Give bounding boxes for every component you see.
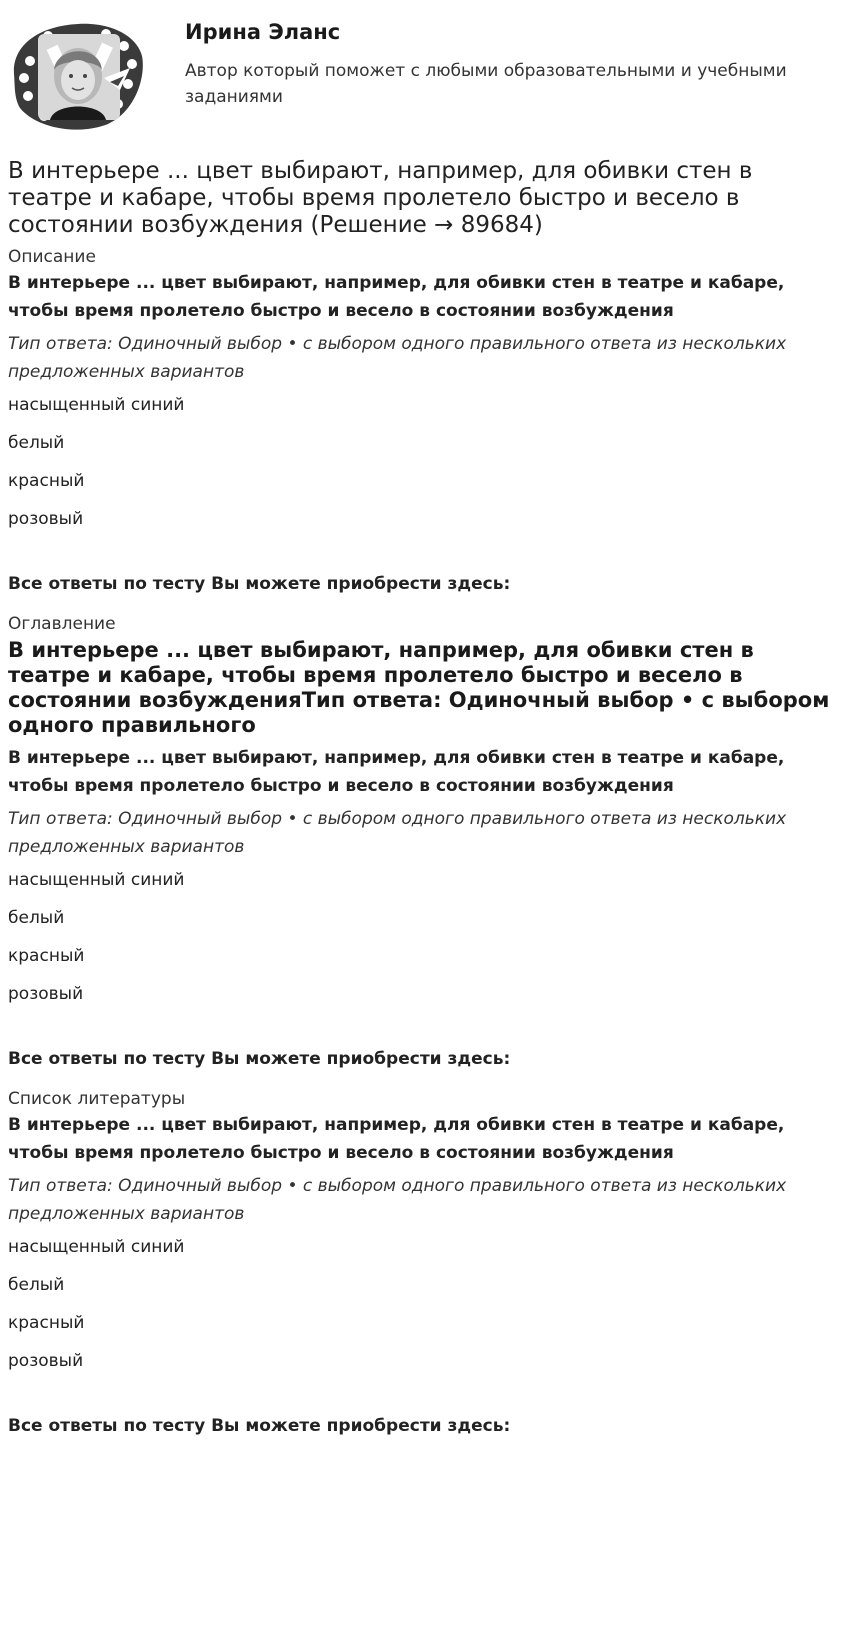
section-label: Оглавление [8,614,116,634]
section-label: Список литературы [8,1089,186,1109]
answer-option: красный [8,946,85,966]
answer-option: насыщенный синий [8,870,185,890]
section-description [8,245,839,596]
answer-type: Тип ответа: Одиночный выбор • с выбором одного правильного ответа из нескольких предложенных вариантов [8,334,787,382]
section-bibliography [8,1087,839,1438]
question-text: В интерьере ... цвет выбирают, например, для обивки стен в театре и кабаре, чтобы время пролетело быстро и весело в состоянии возбуждения [8,1115,785,1163]
answer-option: розовый [8,1351,84,1371]
buy-answers-text: Все ответы по тесту Вы можете приобрести здесь: [8,1416,511,1436]
contents-heading: В интерьере ... цвет выбирают, например, для обивки стен в театре и кабаре, чтобы время пролетело быстро и весело в состоянии возбужденияТип ответа: Одиночный выбор • с выбором одного правильного [8,638,830,737]
answer-option: красный [8,471,85,491]
section-contents [8,612,839,1071]
buy-answers-text: Все ответы по тесту Вы можете приобрести здесь: [8,574,511,594]
answer-option: насыщенный синий [8,1237,185,1257]
author-card [8,8,839,140]
answer-option: розовый [8,509,84,529]
author-name[interactable]: Ирина Эланс [185,20,341,44]
buy-answers-text: Все ответы по тесту Вы можете приобрести здесь: [8,1049,511,1069]
question-text: В интерьере ... цвет выбирают, например, для обивки стен в театре и кабаре, чтобы время пролетело быстро и весело в состоянии возбуждения [8,748,785,796]
answer-option: белый [8,433,65,453]
answer-type: Тип ответа: Одиночный выбор • с выбором одного правильного ответа из нескольких предложенных вариантов [8,1176,787,1224]
answer-option: белый [8,908,65,928]
question-text: В интерьере ... цвет выбирают, например, для обивки стен в театре и кабаре, чтобы время пролетело быстро и весело в состоянии возбуждения [8,273,785,321]
avatar-filmstrip-image [8,16,146,134]
answer-option: розовый [8,984,84,1004]
answer-option: красный [8,1313,85,1333]
author-description: Автор который поможет с любыми образовательными и учебными заданиями [185,61,787,107]
answer-type: Тип ответа: Одиночный выбор • с выбором одного правильного ответа из нескольких предложенных вариантов [8,809,787,857]
answer-option: белый [8,1275,65,1295]
section-label: Описание [8,247,96,267]
author-avatar[interactable] [8,16,146,134]
answer-option: насыщенный синий [8,395,185,415]
page-title: В интерьере ... цвет выбирают, например, для обивки стен в театре и кабаре, чтобы время пролетело быстро и весело в состоянии возбуждения (Решение → 89684) [8,158,753,238]
